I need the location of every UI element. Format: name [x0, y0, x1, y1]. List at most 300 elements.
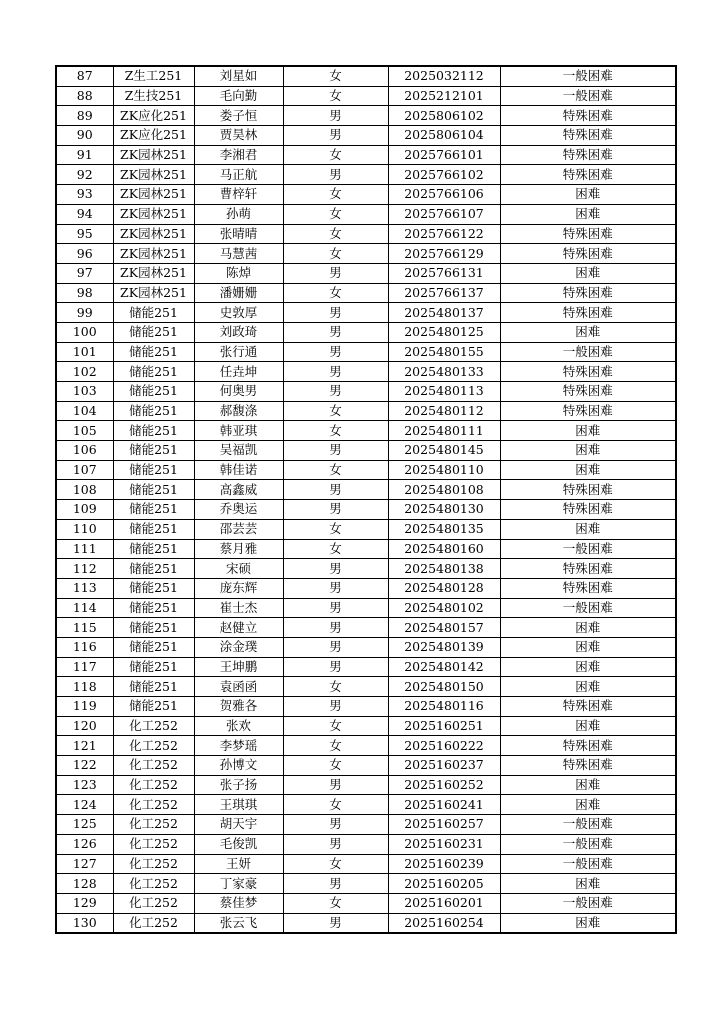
- class-cell: 储能251: [113, 677, 194, 697]
- gender-cell: 女: [283, 204, 388, 224]
- table-row: [56, 342, 676, 362]
- class-cell: 储能251: [113, 322, 194, 342]
- table-row: [56, 145, 676, 165]
- class-cell: 储能251: [113, 303, 194, 323]
- gender-cell: 女: [283, 283, 388, 303]
- difficulty-level-cell: 困难: [500, 263, 676, 283]
- class-cell: 化工252: [113, 716, 194, 736]
- class-cell: 化工252: [113, 913, 194, 933]
- difficulty-level-cell: 一般困难: [500, 893, 676, 913]
- student-name-cell: 张欢: [194, 716, 283, 736]
- row-number-cell: 105: [56, 421, 113, 441]
- gender-cell: 男: [283, 618, 388, 638]
- row-number-cell: 109: [56, 500, 113, 520]
- gender-cell: 女: [283, 795, 388, 815]
- row-number-cell: 104: [56, 401, 113, 421]
- student-id-cell: 2025480102: [388, 598, 500, 618]
- difficulty-level-cell: 特殊困难: [500, 145, 676, 165]
- row-number-cell: 111: [56, 539, 113, 559]
- student-id-cell: 2025160237: [388, 756, 500, 776]
- student-id-cell: 2025480137: [388, 303, 500, 323]
- row-number-cell: 91: [56, 145, 113, 165]
- row-number-cell: 112: [56, 559, 113, 579]
- gender-cell: 男: [283, 657, 388, 677]
- class-cell: 储能251: [113, 480, 194, 500]
- student-name-cell: 贺雅各: [194, 697, 283, 717]
- student-roster-table: [55, 65, 677, 934]
- table-row: [56, 775, 676, 795]
- student-name-cell: 毛俊凯: [194, 834, 283, 854]
- gender-cell: 男: [283, 165, 388, 185]
- row-number-cell: 127: [56, 854, 113, 874]
- difficulty-level-cell: 困难: [500, 637, 676, 657]
- row-number-cell: 100: [56, 322, 113, 342]
- student-name-cell: 毛向勤: [194, 86, 283, 106]
- row-number-cell: 95: [56, 224, 113, 244]
- gender-cell: 女: [283, 401, 388, 421]
- student-name-cell: 乔奥运: [194, 500, 283, 520]
- student-id-cell: 2025766131: [388, 263, 500, 283]
- table-row: [56, 854, 676, 874]
- student-name-cell: 何奥男: [194, 382, 283, 402]
- table-row: [56, 637, 676, 657]
- student-name-cell: 涂金璞: [194, 637, 283, 657]
- difficulty-level-cell: 困难: [500, 519, 676, 539]
- difficulty-level-cell: 特殊困难: [500, 126, 676, 146]
- table-row: [56, 263, 676, 283]
- student-id-cell: 2025766107: [388, 204, 500, 224]
- student-name-cell: 王妍: [194, 854, 283, 874]
- table-row: [56, 834, 676, 854]
- gender-cell: 男: [283, 775, 388, 795]
- class-cell: 化工252: [113, 736, 194, 756]
- student-name-cell: 娄子恒: [194, 106, 283, 126]
- class-cell: 储能251: [113, 578, 194, 598]
- class-cell: 储能251: [113, 559, 194, 579]
- student-id-cell: 2025480139: [388, 637, 500, 657]
- row-number-cell: 121: [56, 736, 113, 756]
- student-id-cell: 2025480157: [388, 618, 500, 638]
- student-name-cell: 刘星如: [194, 66, 283, 86]
- table-row: [56, 736, 676, 756]
- student-id-cell: 2025766106: [388, 185, 500, 205]
- student-id-cell: 2025160254: [388, 913, 500, 933]
- gender-cell: 男: [283, 303, 388, 323]
- student-name-cell: 马慧茜: [194, 244, 283, 264]
- row-number-cell: 102: [56, 362, 113, 382]
- student-name-cell: 李湘君: [194, 145, 283, 165]
- difficulty-level-cell: 一般困难: [500, 834, 676, 854]
- row-number-cell: 88: [56, 86, 113, 106]
- student-id-cell: 2025160241: [388, 795, 500, 815]
- row-number-cell: 98: [56, 283, 113, 303]
- class-cell: ZK园林251: [113, 263, 194, 283]
- table-row: [56, 716, 676, 736]
- row-number-cell: 107: [56, 460, 113, 480]
- class-cell: ZK应化251: [113, 106, 194, 126]
- row-number-cell: 90: [56, 126, 113, 146]
- table-row: [56, 303, 676, 323]
- class-cell: 储能251: [113, 697, 194, 717]
- class-cell: 化工252: [113, 756, 194, 776]
- row-number-cell: 87: [56, 66, 113, 86]
- student-id-cell: 2025160201: [388, 893, 500, 913]
- class-cell: ZK园林251: [113, 224, 194, 244]
- gender-cell: 男: [283, 441, 388, 461]
- student-name-cell: 吴福凯: [194, 441, 283, 461]
- class-cell: ZK园林251: [113, 165, 194, 185]
- difficulty-level-cell: 困难: [500, 441, 676, 461]
- student-id-cell: 2025766129: [388, 244, 500, 264]
- student-id-cell: 2025480142: [388, 657, 500, 677]
- student-id-cell: 2025480111: [388, 421, 500, 441]
- class-cell: 化工252: [113, 815, 194, 835]
- difficulty-level-cell: 特殊困难: [500, 401, 676, 421]
- student-name-cell: 韩佳诺: [194, 460, 283, 480]
- gender-cell: 男: [283, 637, 388, 657]
- student-id-cell: 2025480125: [388, 322, 500, 342]
- row-number-cell: 96: [56, 244, 113, 264]
- row-number-cell: 117: [56, 657, 113, 677]
- difficulty-level-cell: 特殊困难: [500, 578, 676, 598]
- difficulty-level-cell: 困难: [500, 775, 676, 795]
- class-cell: 储能251: [113, 657, 194, 677]
- difficulty-level-cell: 特殊困难: [500, 283, 676, 303]
- difficulty-level-cell: 一般困难: [500, 815, 676, 835]
- student-id-cell: 2025480116: [388, 697, 500, 717]
- student-id-cell: 2025806104: [388, 126, 500, 146]
- class-cell: 储能251: [113, 460, 194, 480]
- row-number-cell: 101: [56, 342, 113, 362]
- table-row: [56, 322, 676, 342]
- student-id-cell: 2025160205: [388, 874, 500, 894]
- table-row: [56, 500, 676, 520]
- student-name-cell: 宋硕: [194, 559, 283, 579]
- difficulty-level-cell: 特殊困难: [500, 697, 676, 717]
- difficulty-level-cell: 特殊困难: [500, 382, 676, 402]
- difficulty-level-cell: 困难: [500, 618, 676, 638]
- difficulty-level-cell: 特殊困难: [500, 362, 676, 382]
- class-cell: 储能251: [113, 421, 194, 441]
- class-cell: 储能251: [113, 500, 194, 520]
- row-number-cell: 89: [56, 106, 113, 126]
- gender-cell: 女: [283, 86, 388, 106]
- student-id-cell: 2025480128: [388, 578, 500, 598]
- table-row: [56, 618, 676, 638]
- row-number-cell: 123: [56, 775, 113, 795]
- difficulty-level-cell: 特殊困难: [500, 756, 676, 776]
- gender-cell: 女: [283, 421, 388, 441]
- difficulty-level-cell: 困难: [500, 204, 676, 224]
- student-name-cell: 蔡月雅: [194, 539, 283, 559]
- student-id-cell: 2025480112: [388, 401, 500, 421]
- gender-cell: 男: [283, 500, 388, 520]
- class-cell: 储能251: [113, 382, 194, 402]
- student-name-cell: 韩亚琪: [194, 421, 283, 441]
- class-cell: 化工252: [113, 834, 194, 854]
- gender-cell: 女: [283, 756, 388, 776]
- class-cell: ZK应化251: [113, 126, 194, 146]
- student-name-cell: 任垚坤: [194, 362, 283, 382]
- student-id-cell: 2025480150: [388, 677, 500, 697]
- table-row: [56, 460, 676, 480]
- row-number-cell: 94: [56, 204, 113, 224]
- row-number-cell: 122: [56, 756, 113, 776]
- student-id-cell: 2025806102: [388, 106, 500, 126]
- student-id-cell: 2025480155: [388, 342, 500, 362]
- class-cell: 储能251: [113, 342, 194, 362]
- difficulty-level-cell: 困难: [500, 913, 676, 933]
- student-id-cell: 2025480133: [388, 362, 500, 382]
- row-number-cell: 110: [56, 519, 113, 539]
- student-id-cell: 2025160231: [388, 834, 500, 854]
- student-id-cell: 2025480110: [388, 460, 500, 480]
- table-row: [56, 480, 676, 500]
- student-id-cell: 2025160239: [388, 854, 500, 874]
- class-cell: 储能251: [113, 519, 194, 539]
- student-name-cell: 陈焯: [194, 263, 283, 283]
- class-cell: 化工252: [113, 795, 194, 815]
- gender-cell: 男: [283, 342, 388, 362]
- student-name-cell: 曹梓轩: [194, 185, 283, 205]
- table-row: [56, 244, 676, 264]
- table-row: [56, 657, 676, 677]
- student-name-cell: 张子扬: [194, 775, 283, 795]
- class-cell: 化工252: [113, 874, 194, 894]
- class-cell: 储能251: [113, 598, 194, 618]
- row-number-cell: 113: [56, 578, 113, 598]
- student-id-cell: 2025766122: [388, 224, 500, 244]
- row-number-cell: 93: [56, 185, 113, 205]
- row-number-cell: 97: [56, 263, 113, 283]
- difficulty-level-cell: 特殊困难: [500, 303, 676, 323]
- table-row: [56, 224, 676, 244]
- gender-cell: 男: [283, 815, 388, 835]
- class-cell: ZK园林251: [113, 145, 194, 165]
- table-row: [56, 106, 676, 126]
- table-row: [56, 283, 676, 303]
- student-name-cell: 蔡佳梦: [194, 893, 283, 913]
- class-cell: 储能251: [113, 637, 194, 657]
- student-name-cell: 孙萌: [194, 204, 283, 224]
- gender-cell: 女: [283, 893, 388, 913]
- gender-cell: 男: [283, 322, 388, 342]
- gender-cell: 男: [283, 126, 388, 146]
- difficulty-level-cell: 特殊困难: [500, 224, 676, 244]
- table-row: [56, 598, 676, 618]
- gender-cell: 女: [283, 677, 388, 697]
- difficulty-level-cell: 一般困难: [500, 854, 676, 874]
- table-row: [56, 578, 676, 598]
- table-row: [56, 795, 676, 815]
- student-id-cell: 2025212101: [388, 86, 500, 106]
- student-id-cell: 2025480135: [388, 519, 500, 539]
- student-id-cell: 2025160251: [388, 716, 500, 736]
- table-row: [56, 539, 676, 559]
- gender-cell: 男: [283, 559, 388, 579]
- table-row: [56, 815, 676, 835]
- gender-cell: 女: [283, 244, 388, 264]
- table-row: [56, 204, 676, 224]
- gender-cell: 女: [283, 519, 388, 539]
- gender-cell: 女: [283, 185, 388, 205]
- difficulty-level-cell: 困难: [500, 657, 676, 677]
- gender-cell: 男: [283, 480, 388, 500]
- difficulty-level-cell: 一般困难: [500, 598, 676, 618]
- row-number-cell: 124: [56, 795, 113, 815]
- row-number-cell: 92: [56, 165, 113, 185]
- student-id-cell: 2025032112: [388, 66, 500, 86]
- gender-cell: 女: [283, 145, 388, 165]
- student-name-cell: 胡天宇: [194, 815, 283, 835]
- class-cell: ZK园林251: [113, 283, 194, 303]
- student-name-cell: 崔士杰: [194, 598, 283, 618]
- class-cell: 储能251: [113, 441, 194, 461]
- student-name-cell: 袁函函: [194, 677, 283, 697]
- difficulty-level-cell: 困难: [500, 185, 676, 205]
- difficulty-level-cell: 特殊困难: [500, 736, 676, 756]
- row-number-cell: 115: [56, 618, 113, 638]
- table-row: [56, 362, 676, 382]
- table-row: [56, 165, 676, 185]
- table-row: [56, 677, 676, 697]
- row-number-cell: 106: [56, 441, 113, 461]
- student-name-cell: 李梦瑶: [194, 736, 283, 756]
- row-number-cell: 130: [56, 913, 113, 933]
- class-cell: ZK园林251: [113, 244, 194, 264]
- row-number-cell: 118: [56, 677, 113, 697]
- table-row: [56, 756, 676, 776]
- student-id-cell: 2025766102: [388, 165, 500, 185]
- student-name-cell: 王琪琪: [194, 795, 283, 815]
- gender-cell: 男: [283, 913, 388, 933]
- gender-cell: 女: [283, 716, 388, 736]
- student-id-cell: 2025480160: [388, 539, 500, 559]
- student-name-cell: 丁家豪: [194, 874, 283, 894]
- row-number-cell: 129: [56, 893, 113, 913]
- table-row: [56, 441, 676, 461]
- student-name-cell: 高鑫威: [194, 480, 283, 500]
- row-number-cell: 119: [56, 697, 113, 717]
- difficulty-level-cell: 困难: [500, 322, 676, 342]
- student-name-cell: 赵健立: [194, 618, 283, 638]
- difficulty-level-cell: 困难: [500, 421, 676, 441]
- table-row: [56, 126, 676, 146]
- difficulty-level-cell: 特殊困难: [500, 559, 676, 579]
- difficulty-level-cell: 特殊困难: [500, 480, 676, 500]
- table-row: [56, 185, 676, 205]
- gender-cell: 男: [283, 382, 388, 402]
- difficulty-level-cell: 困难: [500, 874, 676, 894]
- class-cell: 化工252: [113, 854, 194, 874]
- gender-cell: 男: [283, 598, 388, 618]
- student-id-cell: 2025766101: [388, 145, 500, 165]
- table-row: [56, 382, 676, 402]
- difficulty-level-cell: 困难: [500, 795, 676, 815]
- table-row: [56, 913, 676, 933]
- student-name-cell: 史敦厚: [194, 303, 283, 323]
- table-row: [56, 86, 676, 106]
- difficulty-level-cell: 困难: [500, 460, 676, 480]
- student-id-cell: 2025480130: [388, 500, 500, 520]
- class-cell: ZK园林251: [113, 204, 194, 224]
- student-id-cell: 2025480108: [388, 480, 500, 500]
- gender-cell: 女: [283, 224, 388, 244]
- table-row: [56, 893, 676, 913]
- gender-cell: 男: [283, 263, 388, 283]
- student-name-cell: 张晴晴: [194, 224, 283, 244]
- difficulty-level-cell: 特殊困难: [500, 165, 676, 185]
- row-number-cell: 120: [56, 716, 113, 736]
- gender-cell: 男: [283, 697, 388, 717]
- student-name-cell: 刘政琦: [194, 322, 283, 342]
- difficulty-level-cell: 一般困难: [500, 86, 676, 106]
- class-cell: Z生技251: [113, 86, 194, 106]
- class-cell: ZK园林251: [113, 185, 194, 205]
- difficulty-level-cell: 特殊困难: [500, 500, 676, 520]
- student-id-cell: 2025480113: [388, 382, 500, 402]
- row-number-cell: 125: [56, 815, 113, 835]
- row-number-cell: 116: [56, 637, 113, 657]
- difficulty-level-cell: 特殊困难: [500, 244, 676, 264]
- student-id-cell: 2025480145: [388, 441, 500, 461]
- class-cell: 化工252: [113, 893, 194, 913]
- table-row: [56, 421, 676, 441]
- difficulty-level-cell: 困难: [500, 677, 676, 697]
- student-name-cell: 邵芸芸: [194, 519, 283, 539]
- student-id-cell: 2025160252: [388, 775, 500, 795]
- row-number-cell: 128: [56, 874, 113, 894]
- gender-cell: 女: [283, 854, 388, 874]
- class-cell: 储能251: [113, 362, 194, 382]
- student-name-cell: 王坤鹏: [194, 657, 283, 677]
- table-row: [56, 519, 676, 539]
- gender-cell: 女: [283, 539, 388, 559]
- class-cell: 化工252: [113, 775, 194, 795]
- row-number-cell: 126: [56, 834, 113, 854]
- student-name-cell: 马正航: [194, 165, 283, 185]
- row-number-cell: 99: [56, 303, 113, 323]
- table-row: [56, 874, 676, 894]
- gender-cell: 男: [283, 578, 388, 598]
- difficulty-level-cell: 一般困难: [500, 342, 676, 362]
- gender-cell: 男: [283, 834, 388, 854]
- gender-cell: 女: [283, 460, 388, 480]
- student-name-cell: 庞东辉: [194, 578, 283, 598]
- class-cell: 储能251: [113, 401, 194, 421]
- student-name-cell: 郝馥涤: [194, 401, 283, 421]
- student-name-cell: 孙博文: [194, 756, 283, 776]
- difficulty-level-cell: 一般困难: [500, 539, 676, 559]
- table-row: [56, 401, 676, 421]
- student-id-cell: 2025160222: [388, 736, 500, 756]
- gender-cell: 男: [283, 362, 388, 382]
- roster-body: [56, 66, 676, 933]
- gender-cell: 女: [283, 736, 388, 756]
- table-row: [56, 66, 676, 86]
- difficulty-level-cell: 一般困难: [500, 66, 676, 86]
- class-cell: 储能251: [113, 539, 194, 559]
- student-name-cell: 张云飞: [194, 913, 283, 933]
- class-cell: 储能251: [113, 618, 194, 638]
- table-row: [56, 559, 676, 579]
- row-number-cell: 103: [56, 382, 113, 402]
- gender-cell: 男: [283, 106, 388, 126]
- row-number-cell: 114: [56, 598, 113, 618]
- difficulty-level-cell: 困难: [500, 716, 676, 736]
- gender-cell: 男: [283, 874, 388, 894]
- row-number-cell: 108: [56, 480, 113, 500]
